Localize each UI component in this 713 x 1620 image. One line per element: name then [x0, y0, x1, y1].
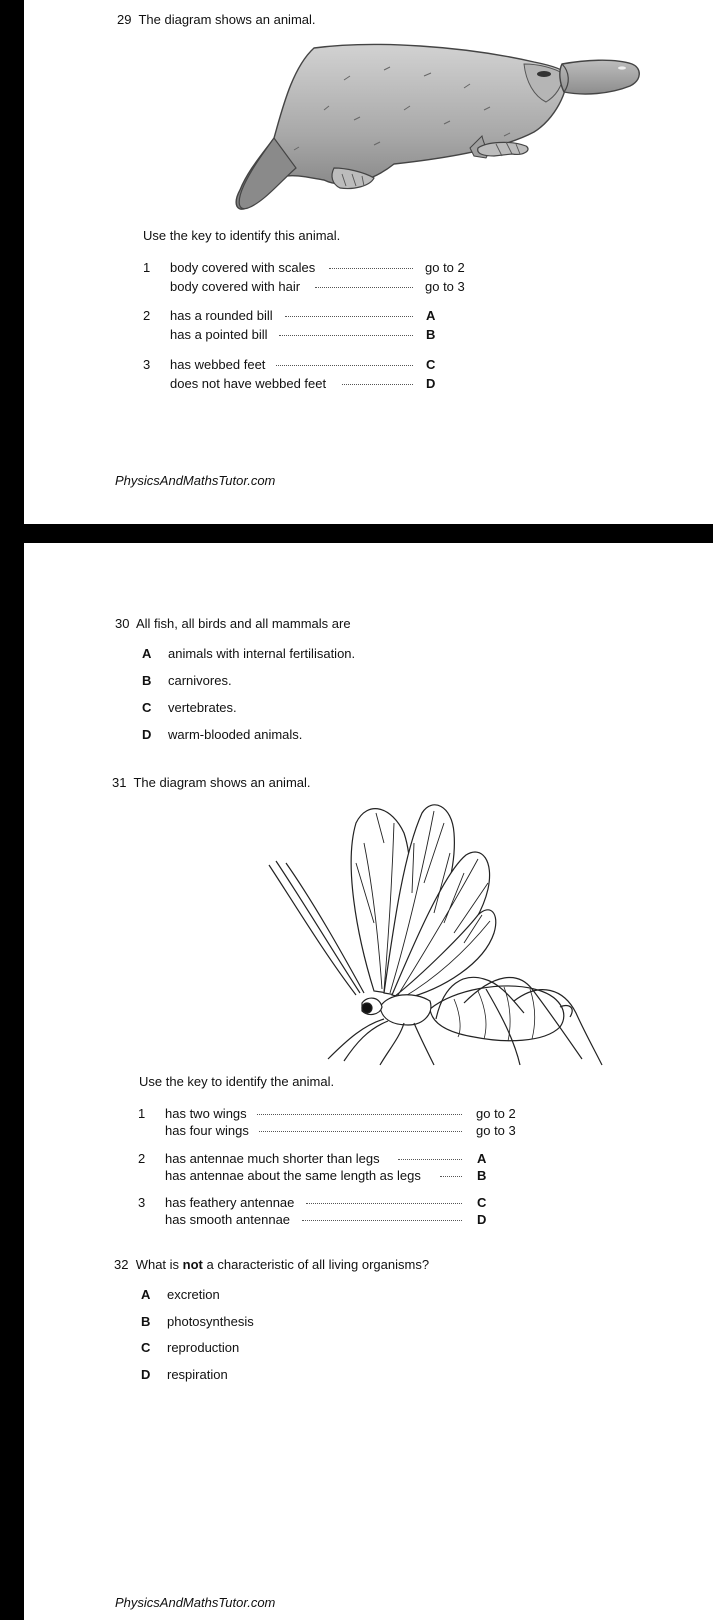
leader-dots [285, 308, 413, 323]
key-entry-number: 2 [138, 1151, 146, 1166]
option-text: respiration [167, 1367, 228, 1382]
option-letter: B [141, 1314, 151, 1329]
key-entry-line: has webbed feet [170, 357, 266, 372]
key-result: go to 2 [476, 1106, 516, 1121]
key-entry-line: has four wings [165, 1123, 249, 1138]
key-result: B [426, 327, 436, 342]
winged-insect-illustration [264, 803, 604, 1063]
leader-dots [257, 1106, 462, 1121]
option-text: excretion [167, 1287, 220, 1302]
question-number: 29 [117, 12, 132, 27]
key-result: D [426, 376, 436, 391]
key-entry-number: 1 [138, 1106, 146, 1121]
key-entry-number: 3 [143, 357, 151, 372]
option-text: carnivores. [168, 673, 232, 688]
leader-dots [315, 279, 413, 294]
leader-dots [440, 1168, 462, 1183]
leader-dots [279, 327, 413, 342]
option-text: photosynthesis [167, 1314, 254, 1329]
page-footer: PhysicsAndMathsTutor.com [115, 1595, 276, 1610]
option-letter: D [142, 727, 152, 742]
key-result: D [477, 1212, 487, 1227]
question-number: 30 [115, 616, 130, 631]
question-30-heading [115, 616, 351, 631]
page-footer: PhysicsAndMathsTutor.com [115, 473, 276, 488]
option-letter: C [141, 1340, 151, 1355]
key-entry-line: has a pointed bill [170, 327, 268, 342]
page-2 [24, 543, 713, 1620]
question-text: All fish, all birds and all mammals are [135, 616, 351, 631]
key-entry-line: has two wings [165, 1106, 247, 1121]
key-result: C [426, 357, 436, 372]
leader-dots [259, 1123, 462, 1138]
key-instruction: Use the key to identify the animal. [139, 1074, 335, 1089]
option-text: vertebrates. [168, 700, 237, 715]
key-result: B [477, 1168, 487, 1183]
key-entry-number: 2 [143, 308, 151, 323]
page-1 [24, 0, 713, 524]
platypus-illustration [234, 40, 644, 220]
leader-dots [302, 1212, 462, 1227]
key-entry-line: body covered with scales [170, 260, 316, 275]
question-32-heading [114, 1257, 429, 1272]
option-letter: A [141, 1287, 151, 1302]
option-letter: D [141, 1367, 151, 1382]
option-text: animals with internal fertilisation. [168, 646, 356, 661]
key-instruction: Use the key to identify this animal. [143, 228, 341, 243]
key-result: go to 2 [425, 260, 465, 275]
question-text-end: a characteristic of all living organisms? [206, 1257, 430, 1272]
option-text: reproduction [167, 1340, 240, 1355]
key-result: C [477, 1195, 487, 1210]
option-letter: B [142, 673, 152, 688]
key-entry-line: has a rounded bill [170, 308, 273, 323]
key-entry-line: has antennae much shorter than legs [165, 1151, 380, 1166]
key-entry-number: 3 [138, 1195, 146, 1210]
key-result: go to 3 [476, 1123, 516, 1138]
question-text-emphasis: not [182, 1257, 203, 1272]
key-result: A [426, 308, 436, 323]
question-29-heading [117, 12, 316, 27]
leader-dots [329, 260, 413, 275]
key-result: A [477, 1151, 487, 1166]
leader-dots [342, 376, 413, 391]
leader-dots [306, 1195, 462, 1210]
option-text: warm-blooded animals. [168, 727, 303, 742]
question-text: The diagram shows an animal. [133, 775, 311, 790]
key-entry-line: body covered with hair [170, 279, 301, 294]
question-text: The diagram shows an animal. [138, 12, 316, 27]
key-result: go to 3 [425, 279, 465, 294]
key-entry-line: has antennae about the same length as legs [165, 1168, 421, 1183]
option-letter: A [142, 646, 152, 661]
key-entry-number: 1 [143, 260, 151, 275]
question-31-heading [112, 775, 311, 790]
question-number: 31 [112, 775, 127, 790]
key-entry-line: has feathery antennae [165, 1195, 295, 1210]
key-entry-line: does not have webbed feet [170, 376, 327, 391]
question-number: 32 [114, 1257, 129, 1272]
leader-dots [276, 357, 413, 372]
question-text-start: What is [135, 1257, 180, 1272]
option-letter: C [142, 700, 152, 715]
key-entry-line: has smooth antennae [165, 1212, 291, 1227]
leader-dots [398, 1151, 462, 1166]
